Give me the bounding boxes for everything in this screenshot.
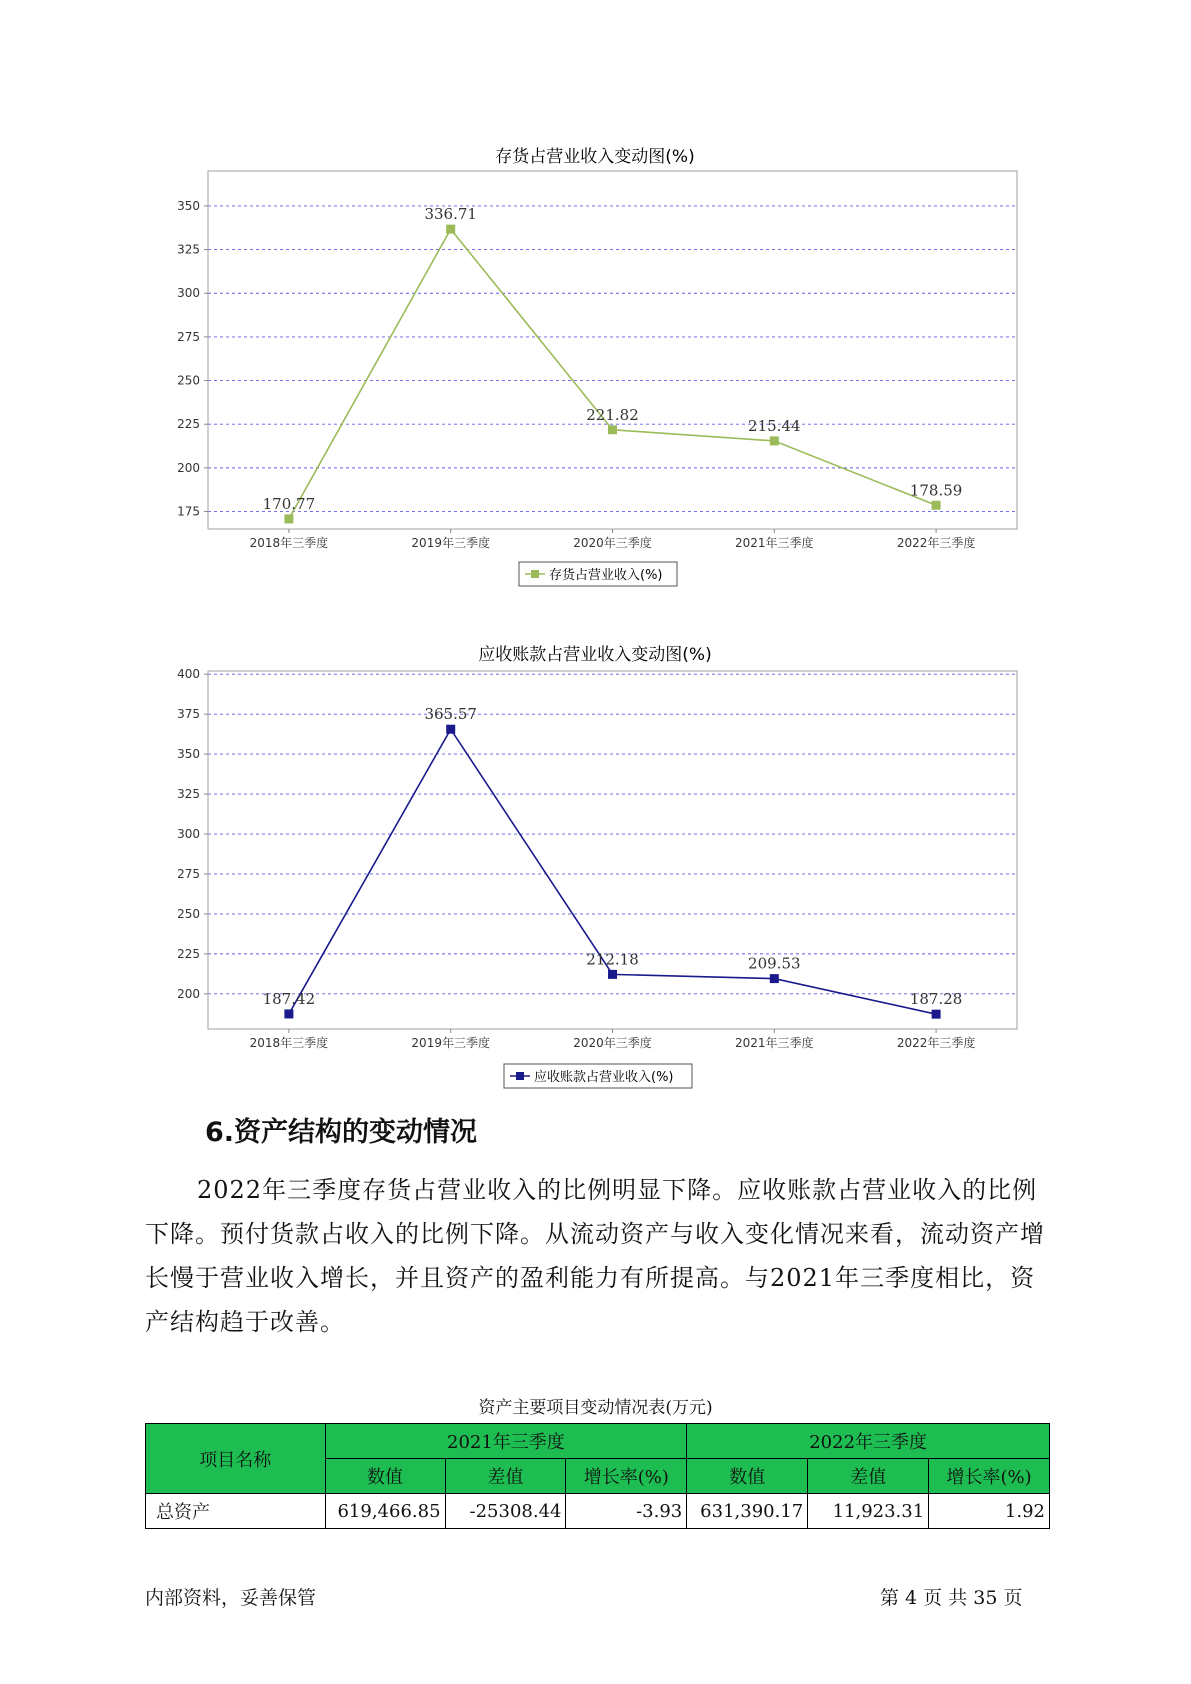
receivables-ytick-label: 200 — [177, 986, 200, 1001]
inventory-xtick-label: 2020年三季度 — [573, 536, 652, 550]
receivables-ytick-label: 225 — [177, 946, 200, 961]
footer-page-number: 第 4 页 共 35 页 — [880, 1587, 1023, 1609]
inventory-ytick-label: 350 — [177, 198, 200, 213]
receivables-legend-label: 应收账款占营业收入(%) — [534, 1070, 674, 1085]
inventory-data-label: 170.77 — [262, 494, 316, 513]
inventory-chart-plot-area — [208, 171, 1017, 529]
table-row — [146, 1494, 1050, 1529]
receivables-data-point — [446, 725, 455, 734]
inventory-data-label: 336.71 — [424, 205, 477, 224]
subheader-diff-2021: 差值 — [445, 1459, 566, 1494]
inventory-xtick-label: 2021年三季度 — [735, 536, 814, 550]
inventory-legend-marker — [531, 570, 539, 578]
inventory-ytick-label: 225 — [177, 417, 200, 432]
receivables-ytick-label: 275 — [177, 866, 200, 881]
asset-change-table — [145, 1423, 1050, 1529]
receivables-xtick-label: 2021年三季度 — [735, 1036, 814, 1050]
group-header-2021: 2021年三季度 — [325, 1424, 687, 1459]
receivables-chart-legend — [504, 1064, 692, 1088]
receivables-ytick-label: 350 — [177, 747, 200, 762]
inventory-legend-label: 存货占营业收入(%) — [549, 568, 663, 583]
cell-diff-2021: -25308.44 — [445, 1494, 566, 1529]
receivables-chart — [0, 640, 1191, 1100]
subheader-growth-2022: 增长率(%) — [929, 1459, 1050, 1494]
inventory-chart — [0, 140, 1191, 600]
inventory-ytick-label: 250 — [177, 373, 200, 388]
inventory-ytick-label: 175 — [177, 504, 200, 519]
receivables-ytick-label: 325 — [177, 787, 200, 802]
receivables-data-point — [932, 1010, 941, 1019]
inventory-chart-series — [263, 205, 963, 523]
receivables-chart-grid — [208, 674, 1017, 994]
cell-growth-2021: -3.93 — [566, 1494, 687, 1529]
receivables-xtick-label: 2020年三季度 — [573, 1036, 652, 1050]
receivables-data-label: 209.53 — [748, 954, 801, 973]
inventory-data-label: 178.59 — [909, 481, 963, 500]
subheader-diff-2022: 差值 — [808, 1459, 929, 1494]
section-heading: 6.资产结构的变动情况 — [205, 1117, 478, 1148]
inventory-ytick-label: 300 — [177, 286, 200, 301]
inventory-chart-legend — [519, 562, 677, 586]
inventory-ytick-label: 200 — [177, 460, 200, 475]
receivables-ytick-label: 400 — [177, 667, 200, 682]
inventory-data-point — [770, 436, 779, 445]
subheader-value-2021: 数值 — [325, 1459, 445, 1494]
receivables-chart-x-axis — [250, 1029, 976, 1050]
inventory-series-line — [289, 229, 936, 519]
cell-diff-2022: 11,923.31 — [808, 1494, 929, 1529]
inventory-data-label: 221.82 — [586, 405, 639, 424]
inventory-xtick-label: 2018年三季度 — [249, 536, 329, 550]
table-caption: 资产主要项目变动情况表(万元) — [478, 1398, 713, 1418]
cell-value-2022: 631,390.17 — [687, 1494, 808, 1529]
receivables-legend-marker — [516, 1072, 524, 1080]
inventory-chart-svg — [0, 140, 1191, 600]
receivables-data-label: 212.18 — [586, 950, 639, 969]
inventory-data-point — [284, 514, 293, 523]
table-header-row — [146, 1424, 1050, 1459]
inventory-data-point — [608, 425, 617, 434]
subheader-growth-2021: 增长率(%) — [566, 1459, 687, 1494]
receivables-ytick-label: 375 — [177, 707, 200, 722]
footer-confidential-note: 内部资料，妥善保管 — [145, 1587, 317, 1609]
row-item-name: 总资产 — [146, 1494, 326, 1529]
receivables-xtick-label: 2022年三季度 — [896, 1036, 976, 1050]
receivables-ytick-label: 300 — [177, 827, 200, 842]
receivables-chart-y-axis — [177, 667, 208, 1001]
inventory-xtick-label: 2019年三季度 — [411, 536, 490, 550]
inventory-chart-y-axis — [177, 199, 208, 519]
receivables-chart-svg — [0, 640, 1191, 1100]
receivables-chart-series — [263, 705, 963, 1018]
cell-value-2021: 619,466.85 — [325, 1494, 445, 1529]
receivables-ytick-label: 250 — [177, 906, 200, 921]
receivables-data-label: 187.42 — [262, 989, 316, 1008]
receivables-xtick-label: 2019年三季度 — [411, 1036, 490, 1050]
inventory-chart-grid — [208, 206, 1017, 512]
receivables-data-point — [770, 974, 779, 983]
group-header-2022: 2022年三季度 — [687, 1424, 1050, 1459]
inventory-data-label: 215.44 — [748, 416, 801, 435]
inventory-data-point — [932, 501, 941, 510]
receivables-data-label: 365.57 — [424, 705, 477, 724]
receivables-data-label: 187.28 — [909, 990, 963, 1009]
receivables-data-point — [608, 970, 617, 979]
section-paragraph: 2022年三季度存货占营业收入的比例明显下降。应收账款占营业收入的比例下降。预付货款占收入的比例下降。从流动资产与收入变化情况来看，流动资产增长慢于营业收入增长，并且资产的盈利能力有所提高。与2021年三季度相比，资产结构趋于改善。 — [145, 1176, 1045, 1336]
receivables-xtick-label: 2018年三季度 — [249, 1036, 329, 1050]
item-name-header: 项目名称 — [146, 1424, 326, 1494]
subheader-value-2022: 数值 — [687, 1459, 808, 1494]
cell-growth-2022: 1.92 — [929, 1494, 1050, 1529]
inventory-xtick-label: 2022年三季度 — [896, 536, 976, 550]
receivables-chart-title: 应收账款占营业收入变动图(%) — [478, 645, 712, 665]
inventory-data-point — [446, 225, 455, 234]
inventory-chart-title: 存货占营业收入变动图(%) — [495, 147, 695, 167]
receivables-data-point — [284, 1009, 293, 1018]
inventory-ytick-label: 325 — [177, 242, 200, 257]
inventory-chart-x-axis — [250, 529, 976, 550]
inventory-ytick-label: 275 — [177, 329, 200, 344]
